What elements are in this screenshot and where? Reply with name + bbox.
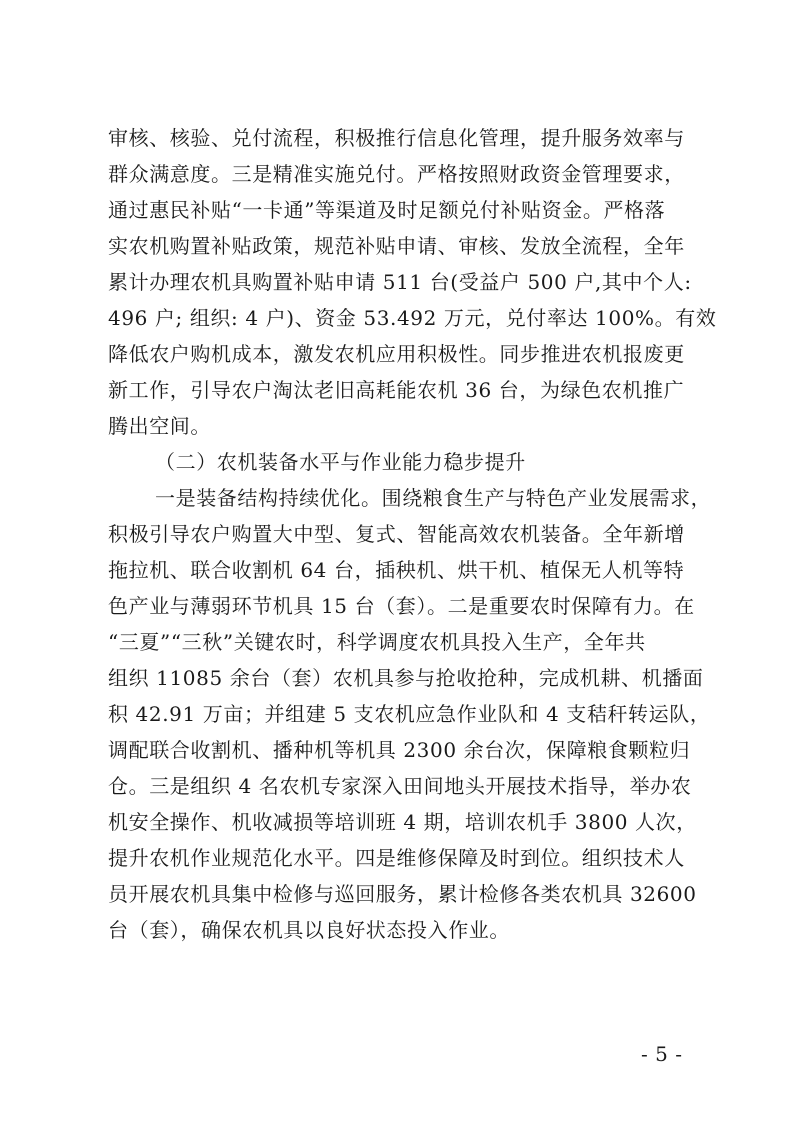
paragraph-first-line: 一是装备结构持续优化。围绕粮食生产与特色产业发展需求，: [155, 486, 712, 510]
body-text-line: 调配联合收割机、播种机等机具 2300 余台次，保障粮食颗粒归: [108, 738, 691, 762]
body-text-line: 降低农户购机成本，激发农机应用积极性。同步推进农机报废更: [108, 342, 685, 366]
body-text-line: 机安全操作、机收减损等培训班 4 期，培训农机手 3800 人次，: [108, 810, 697, 834]
body-text-line: 积 42.91 万亩；并组建 5 支农机应急作业队和 4 支秸秆转运队，: [108, 702, 711, 726]
body-text-line: 腾出空间。: [108, 414, 211, 438]
body-text-line: 员开展农机具集中检修与巡回服务，累计检修各类农机具 32600: [108, 882, 697, 906]
body-text-line: 积极引导农户购置大中型、复式、智能高效农机装备。全年新增: [108, 522, 685, 546]
body-text-line: 通过惠民补贴“一卡通”等渠道及时足额兑付补贴资金。严格落: [108, 198, 666, 222]
body-text-line: 色产业与薄弱环节机具 15 台（套）。二是重要农时保障有力。在: [108, 594, 695, 618]
body-text-line: 群众满意度。三是精准实施兑付。严格按照财政资金管理要求，: [108, 162, 685, 186]
body-text-line: 新工作，引导农户淘汰老旧高耗能农机 36 台，为绿色农机推广: [108, 378, 685, 402]
body-text-line: 实农机购置补贴政策，规范补贴申请、审核、发放全流程，全年: [108, 234, 685, 258]
section-heading: （二）农机装备水平与作业能力稳步提升: [155, 450, 526, 474]
body-text-line: 提升农机作业规范化水平。四是维修保障及时到位。组织技术人: [108, 846, 685, 870]
body-text-line: 仓。三是组织 4 名农机专家深入田间地头开展技术指导，举办农: [108, 774, 692, 798]
page-number: - 5 -: [641, 1042, 683, 1066]
body-text-line: 拖拉机、联合收割机 64 台，插秧机、烘干机、植保无人机等特: [108, 558, 685, 582]
body-text-line: “三夏”“三秋”关键农时，科学调度农机具投入生产，全年共: [108, 630, 646, 654]
body-text-line: 台（套），确保农机具以良好状态投入作业。: [108, 918, 510, 942]
body-text-line: 审核、核验、兑付流程，积极推行信息化管理，提升服务效率与: [108, 126, 685, 150]
body-text-line: 累计办理农机具购置补贴申请 511 台(受益户 500 户,其中个人:: [108, 270, 692, 294]
body-text-line: 组织 11085 余台（套）农机具参与抢收抢种，完成机耕、机播面: [108, 666, 704, 690]
body-text-line: 496 户; 组织: 4 户)、资金 53.492 万元，兑付率达 100%。有效: [108, 306, 717, 330]
